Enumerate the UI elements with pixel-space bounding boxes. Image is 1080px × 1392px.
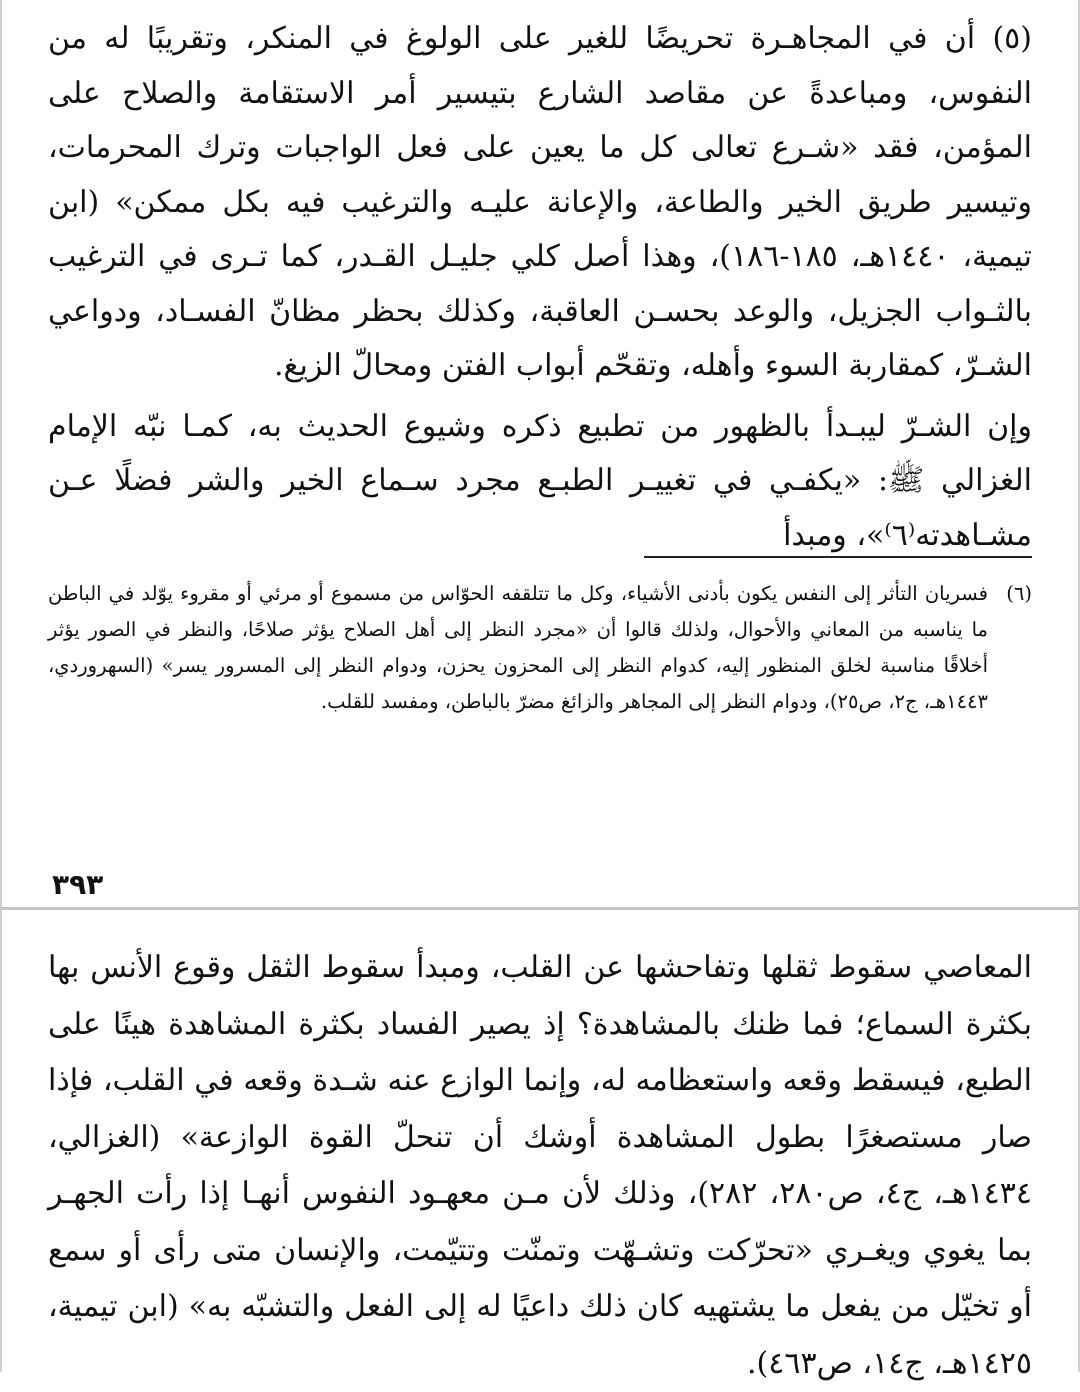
paragraph-ghazali-quote: وإن الشـرّ ليبـدأ بالظهور من تطبيع ذكره وشيوع الحديث به، كمـا نبّه الإمام الغزالي ﷺ: «يكفـي في تغييـر الطبـع مجرد سـماع الخير والشر فضلًا عـن مشـاهدته⁽٦⁾»، ومبدأ xyxy=(48,408,1032,553)
paragraph-continuation: المعاصي سقوط ثقلها وتفاحشها عن القلب، ومبدأ سقوط الثقل وقوع الأنس بها بكثرة السماع؛ فما ظنك بالمشاهدة؟ إذ يصير الفساد بكثرة المشاهدة هينًا على الطبع، فيسقط وقعه واستعظامه له، وإنما الوازع عنه شـدة وقعه في القلب، فإذا صار مستصغرًا بطول المشاهدة أوشك أن تنحلّ القوة الوازعة» (الغزالي، ١٤٣٤هـ، ج٤، ص٢٨٠، ٢٨٢)، وذلك لأن مـن معهـود النفوس أنهـا إذا رأت الجهـر بما يغوي ويغـري «تحرّكت وتشـهّت وتمنّت وتتيّمت، والإنسان متى رأى أو سمع أو تخيّل من يفعل ما يشتهيه كان ذلك داعيًا له إلى الفعل والتشبّه به» (ابن تيمية، ١٤٢٥هـ، ج١٤، ص٤٦٣). xyxy=(48,950,1032,1381)
page-number: ٣٩٣ xyxy=(52,868,104,901)
paragraph-point-5: (٥) أن في المجاهـرة تحريضًا للغير على الولوغ في المنكر، وتقريبًا له من النفوس، ومباعدةً عن مقاصد الشارع بتيسير أمر الاستقامة والصلاح على المؤمن، فقد «شـرع تعالى كل ما يعين على فعل الواجبات وترك المحرمات، وتيسير طريق الخير والطاعة، والإعانة عليـه والترغيب فيه بكل ممكن» (ابن تيمية، ١٤٤٠هـ، ١٨٥-١٨٦)، وهذا أصل كلي جليـل القـدر، كما تـرى في الترغيب بالثـواب الجزيل، والوعد بحسـن العاقبة، وكذلك بحظر مظانّ الفسـاد، ودواعي الشـرّ، كمقاربة السوء وأهله، وتقحّم أبواب الفتن ومحالّ الزيغ. xyxy=(48,21,1032,383)
footnote xyxy=(48,576,1032,720)
footnote-text: فسريان التأثر إلى النفس يكون بأدنى الأشياء، وكل ما تتلقفه الحوّاس من مسموع أو مرئي أو مقروء يوّلد في الباطن ما يناسبه من المعاني والأحوال، ولذلك قالوا أن «مجرد النظر إلى أهل الصلاح يؤثر صلاحًا، والنظر في الصور يؤثر أخلاقًا مناسبة لخلق المنظور إليه، كدوام النظر إلى المحزون يحزن، ودوام النظر إلى المسرور يسر» (السهروردي، ١٤٤٣هـ، ج٢، ص٢٥)، ودوام النظر إلى المجاهر والزائغ مضرّ بالباطن، ومفسد للقلب. xyxy=(48,582,988,713)
main-text-block-continued xyxy=(48,940,1032,1392)
main-text-block xyxy=(48,12,1032,563)
footnote-separator xyxy=(644,556,1032,558)
footnote-number: (٦) xyxy=(1006,582,1032,605)
book-page-bottom xyxy=(0,910,1080,1381)
